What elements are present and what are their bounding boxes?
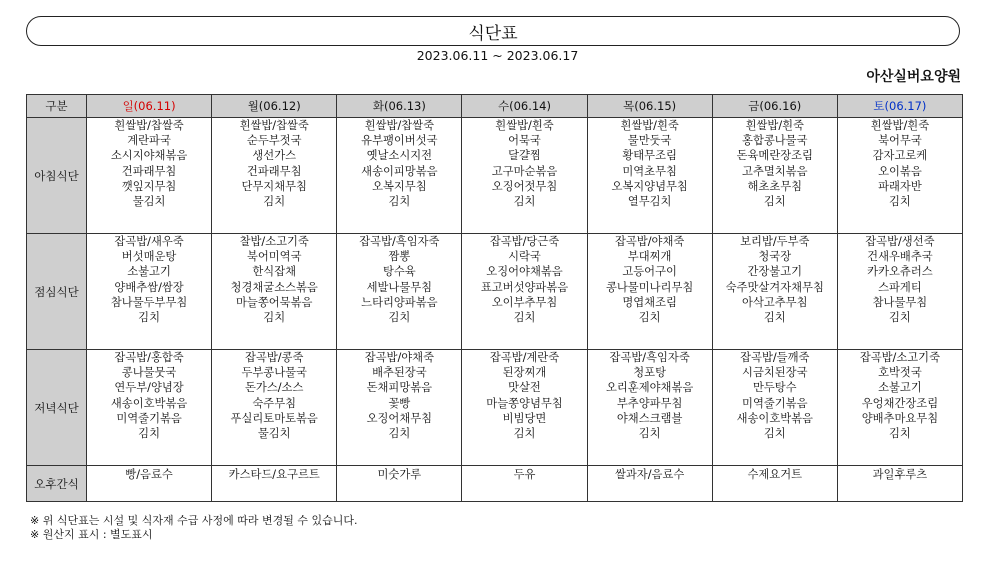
menu-item: 북어미역국 (246, 250, 302, 264)
menu-item: 잡곡밥/계란죽 (489, 351, 560, 364)
menu-item: 건새우배추국 (867, 250, 933, 264)
meal-cell-breakfast-tue (337, 118, 462, 234)
menu-item: 해초초무침 (747, 179, 803, 193)
menu-item: 청경채굴소스볶음 (230, 280, 318, 294)
menu-item: 생선가스 (252, 149, 297, 163)
menu-item: 건파래무침 (246, 164, 302, 178)
table-header-row (27, 95, 963, 118)
menu-item: 돈채피망볶음 (366, 381, 433, 395)
menu-item: 열무김치 (627, 195, 672, 209)
meal-cell-dinner-sat (837, 350, 962, 466)
menu-item: 오이부추무침 (491, 295, 558, 309)
meal-cell-lunch-fri (712, 234, 837, 350)
menu-item: 미역초무침 (622, 164, 677, 178)
menu-item: 푸실리토마토볶음 (230, 411, 318, 425)
menu-item: 흰쌀밥/흰죽 (495, 119, 554, 132)
meal-row-lunch (27, 234, 963, 350)
menu-item: 꽃빵 (388, 396, 411, 410)
meal-cell-lunch-sat (837, 234, 962, 350)
snack-cell-fri: 수제요거트 (712, 466, 837, 502)
date-range: 2023.06.11 ~ 2023.06.17 (416, 48, 579, 63)
meal-cell-breakfast-mon (212, 118, 337, 234)
menu-item: 잡곡밥/야채죽 (364, 351, 434, 364)
menu-item: 마늘쫑양념무침 (486, 396, 563, 410)
menu-item: 오징어채무침 (366, 411, 433, 425)
meal-cell-dinner-sun (87, 350, 212, 466)
menu-item: 김치 (513, 311, 536, 325)
menu-item: 된장찌개 (502, 366, 547, 380)
menu-item: 김치 (388, 195, 411, 209)
meal-cell-dinner-mon (212, 350, 337, 466)
meal-cell-breakfast-sat (837, 118, 962, 234)
menu-item: 고등어구이 (622, 265, 677, 279)
menu-item: 숙주무침 (252, 396, 297, 410)
menu-item: 소불고기 (878, 381, 922, 395)
menu-item: 김치 (263, 311, 286, 325)
menu-item: 김치 (763, 427, 786, 441)
meal-cell-breakfast-thu (587, 118, 712, 234)
meal-cell-breakfast-wed (462, 118, 587, 234)
organization-name: 아산실버요양원 (866, 69, 961, 85)
menu-item: 탕수육 (382, 265, 416, 279)
menu-item: 미역줄기볶음 (742, 396, 808, 410)
menu-item: 황태무조림 (622, 149, 677, 163)
menu-item: 달걀찜 (508, 149, 541, 163)
menu-item: 잡곡밥/흑임자죽 (609, 351, 690, 364)
menu-item: 청국장 (758, 250, 792, 264)
menu-item: 잡곡밥/들깨죽 (740, 351, 810, 364)
menu-item: 시금치된장국 (742, 366, 808, 380)
row-label-dinner: 저녁식단 (27, 350, 87, 466)
menu-item: 짬뽕 (388, 250, 411, 264)
day-header-sun: 일(06.11) (87, 95, 212, 118)
menu-item: 홍합콩나물국 (742, 134, 808, 148)
menu-item: 느타리양파볶음 (361, 295, 438, 309)
menu-item: 소시지야채볶음 (110, 149, 188, 163)
snack-cell-wed: 두유 (462, 466, 587, 502)
menu-item: 김치 (138, 311, 160, 325)
menu-item: 새송이피망볶음 (361, 164, 438, 178)
menu-item: 오징어야채볶음 (486, 265, 563, 279)
menu-item: 파래자반 (878, 179, 922, 193)
menu-item: 참나물무침 (872, 295, 928, 309)
menu-item: 아삭고추무침 (742, 295, 808, 309)
menu-item: 김치 (138, 427, 160, 441)
menu-item: 비빔당면 (502, 411, 547, 425)
title-banner (26, 16, 960, 46)
menu-item: 돈가스/소스 (245, 381, 304, 395)
meal-cell-dinner-thu (587, 350, 712, 466)
menu-item: 흰쌀밥/찹쌀죽 (239, 119, 309, 132)
meal-cell-lunch-sun (87, 234, 212, 350)
menu-item: 순두부젓국 (246, 134, 302, 148)
row-label-snack: 오후간식 (27, 466, 87, 502)
menu-item: 잡곡밥/홍합죽 (114, 351, 184, 364)
menu-item: 물만둣국 (627, 134, 672, 148)
meal-row-dinner (27, 350, 963, 466)
menu-item: 새송이호박볶음 (110, 396, 188, 410)
menu-item: 깻잎지무침 (121, 179, 177, 193)
menu-item: 흰쌀밥/흰죽 (620, 119, 679, 132)
menu-item: 김치 (638, 311, 661, 325)
menu-item: 세발나물무침 (366, 280, 433, 294)
menu-item: 흰쌀밥/흰죽 (745, 119, 804, 132)
menu-item: 김치 (763, 195, 786, 209)
menu-item: 잡곡밥/콩죽 (245, 351, 304, 364)
menu-item: 김치 (638, 427, 661, 441)
menu-item: 간장불고기 (747, 265, 803, 279)
menu-item: 야채스크램블 (616, 411, 683, 425)
day-header-tue: 화(06.13) (337, 95, 462, 118)
menu-item: 표고버섯양파볶음 (480, 280, 569, 294)
menu-item: 김치 (889, 427, 911, 441)
menu-item: 우엉채간장조림 (861, 396, 939, 410)
menu-item: 잡곡밥/야채죽 (614, 235, 685, 248)
snack-cell-sun: 빵/음료수 (87, 466, 212, 502)
page-title: 식단표 (468, 23, 518, 44)
menu-item: 양배추마요무침 (861, 411, 939, 425)
menu-item: 청포탕 (633, 366, 666, 380)
menu-item: 새송이호박볶음 (736, 411, 813, 425)
menu-item: 잡곡밥/새우죽 (114, 235, 184, 248)
menu-item: 유부팽이버섯국 (361, 134, 438, 148)
menu-item: 시락국 (508, 250, 541, 264)
menu-item: 참나물두부무침 (110, 295, 188, 309)
menu-item: 콩나물뭇국 (121, 366, 177, 380)
menu-item: 오이볶음 (878, 164, 922, 178)
menu-item: 잡곡밥/당근죽 (489, 235, 560, 248)
day-header-sat: 토(06.17) (837, 95, 962, 118)
menu-item: 소불고기 (127, 265, 171, 279)
snack-cell-thu: 쌀과자/음료수 (587, 466, 712, 502)
menu-item: 명엽채조림 (622, 295, 677, 309)
menu-item: 김치 (513, 427, 536, 441)
day-header-thu: 목(06.15) (587, 95, 712, 118)
menu-item: 김치 (388, 311, 411, 325)
day-header-fri: 금(06.16) (712, 95, 837, 118)
menu-item: 물김치 (257, 427, 291, 441)
menu-item: 부추양파무침 (616, 396, 683, 410)
meal-cell-lunch-tue (337, 234, 462, 350)
meal-cell-dinner-fri (712, 350, 837, 466)
menu-item: 단무지채무침 (241, 179, 307, 193)
day-header-wed: 수(06.14) (462, 95, 587, 118)
menu-item: 버섯매운탕 (121, 250, 177, 264)
menu-item: 호박젓국 (878, 366, 922, 380)
day-header-mon: 월(06.12) (212, 95, 337, 118)
snack-cell-sat: 과일후루츠 (837, 466, 962, 502)
menu-item: 돈육메란장조림 (736, 149, 813, 163)
menu-item: 김치 (763, 311, 786, 325)
meal-cell-breakfast-sun (87, 118, 212, 234)
menu-item: 마늘쫑어묵볶음 (236, 295, 313, 309)
menu-item: 북어무국 (878, 134, 922, 148)
note-origin: ※ 원산지 표시 : 별도표시 (30, 527, 153, 541)
menu-item: 오복지무침 (372, 179, 427, 193)
menu-item: 계란파국 (127, 134, 171, 148)
corner-label: 구분 (27, 95, 87, 118)
snack-cell-mon: 카스타드/요구르트 (212, 466, 337, 502)
menu-item: 찰밥/소고기죽 (239, 235, 309, 248)
menu-item: 미역줄기볶음 (116, 411, 182, 425)
menu-item: 김치 (263, 195, 286, 209)
menu-item: 한식잡채 (252, 265, 297, 279)
meal-cell-dinner-tue (337, 350, 462, 466)
menu-item: 두부콩나물국 (241, 366, 307, 380)
menu-item: 콩나물미나리무침 (605, 280, 694, 294)
menu-item: 잡곡밥/소고기죽 (859, 351, 941, 364)
meal-plan-table (26, 94, 963, 502)
menu-item: 보리밥/두부죽 (740, 235, 810, 248)
menu-item: 옛날소시지전 (366, 149, 433, 163)
menu-item: 카카오츄러스 (867, 265, 933, 279)
meal-cell-lunch-wed (462, 234, 587, 350)
snack-cell-tue: 미숫가루 (337, 466, 462, 502)
meal-cell-breakfast-fri (712, 118, 837, 234)
menu-item: 흰쌀밥/찹쌀죽 (114, 119, 184, 132)
meal-cell-lunch-mon (212, 234, 337, 350)
menu-item: 김치 (889, 195, 911, 209)
row-label-lunch: 점심식단 (27, 234, 87, 350)
note-change: ※ 위 식단표는 시설 및 식자재 수급 사정에 따라 변경될 수 있습니다. (30, 514, 358, 527)
menu-item: 김치 (388, 427, 411, 441)
menu-item: 오복지양념무침 (611, 179, 688, 193)
notes (30, 514, 357, 541)
menu-item: 어묵국 (508, 134, 541, 148)
row-label-breakfast: 아침식단 (27, 118, 87, 234)
menu-item: 고구마순볶음 (491, 164, 558, 178)
menu-item: 김치 (513, 195, 536, 209)
menu-item: 연두부/양념장 (114, 381, 184, 395)
menu-item: 감자고로케 (872, 149, 928, 163)
menu-item: 흰쌀밥/찹쌀죽 (364, 119, 434, 132)
meal-row-breakfast (27, 118, 963, 234)
menu-item: 물김치 (132, 195, 166, 209)
menu-item: 잡곡밥/생선죽 (865, 235, 935, 248)
menu-item: 만두탕수 (752, 381, 797, 395)
menu-item: 오리훈제야채볶음 (605, 381, 694, 395)
meal-cell-lunch-thu (587, 234, 712, 350)
menu-item: 숙주맛살겨자채무침 (725, 280, 824, 294)
menu-item: 배추된장국 (372, 366, 427, 380)
menu-item: 건파래무침 (121, 164, 177, 178)
snack-row (27, 466, 963, 502)
menu-item: 양배추쌈/쌈장 (114, 280, 184, 294)
menu-item: 맛살전 (508, 381, 541, 395)
menu-item: 오징어젓무침 (491, 179, 558, 193)
menu-item: 부대찌개 (627, 250, 672, 264)
menu-item: 잡곡밥/흑임자죽 (359, 235, 440, 248)
menu-item: 고추멸치볶음 (742, 164, 808, 178)
menu-item: 스파게티 (878, 280, 922, 294)
meal-cell-dinner-wed (462, 350, 587, 466)
menu-item: 김치 (889, 311, 911, 325)
menu-item: 흰쌀밥/흰죽 (870, 119, 930, 132)
